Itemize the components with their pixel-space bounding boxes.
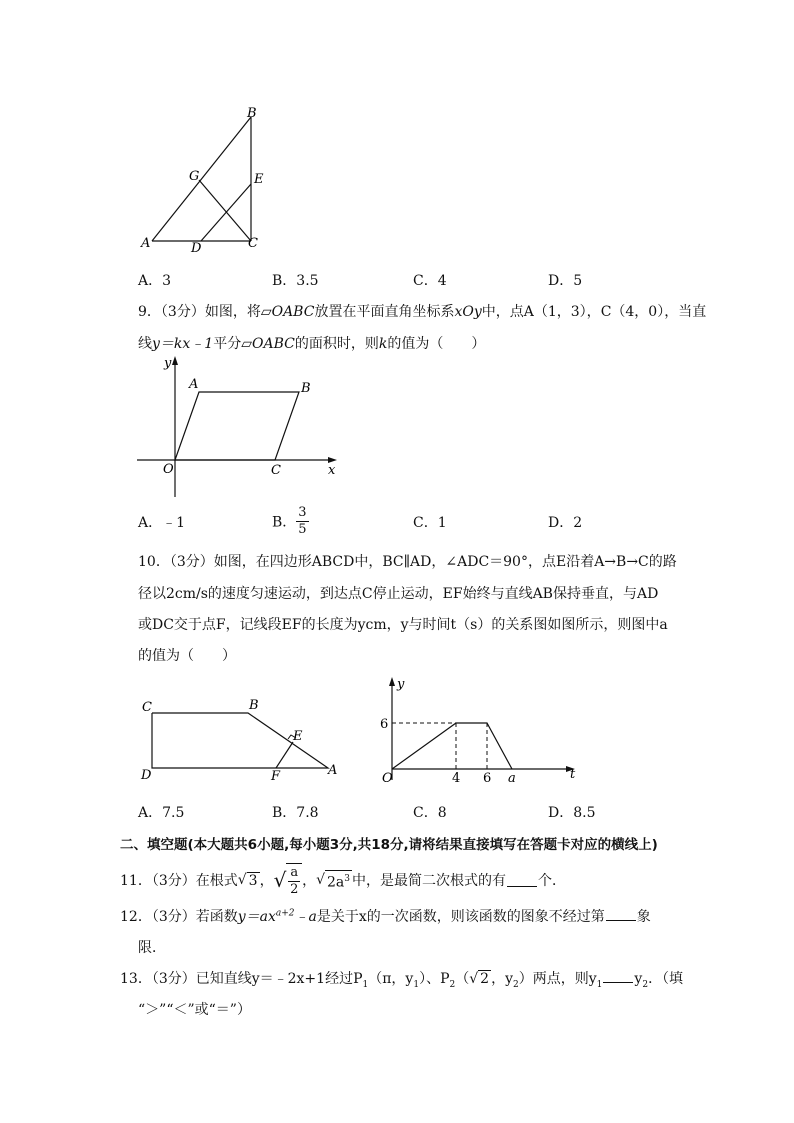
option-b: B．3.5	[272, 273, 319, 289]
tick-a: a	[508, 771, 516, 786]
q13-line1: 13．（3分）已知直线y＝﹣2x+1经过$P_1(\pi$，$y_1$）、$P_2(√$ 2 ，$y_2$）两点，则$y_1$ $y_2$．（填	[120, 971, 684, 990]
label-C: C	[142, 700, 152, 715]
answer-blank[interactable]	[507, 874, 537, 887]
q10-line3: 或DC交于点F，记线段EF的长度为ycm，y与时间t（s）的关系图如图所示，则图中a	[138, 617, 668, 633]
tick-6-y: 6	[380, 717, 389, 732]
label-O: O	[163, 462, 174, 477]
label-E: E	[254, 172, 264, 187]
label-E: E	[293, 729, 303, 744]
q10-line2: 径以2cm/s的速度匀速运动，到达点C停止运动，EF始终与直线AB保持垂直，与AD	[138, 586, 659, 602]
option-c: C．8	[413, 805, 447, 821]
label-B: B	[301, 381, 311, 396]
option-d: D．5	[548, 273, 583, 289]
option-b: B．7.8	[272, 805, 319, 821]
option-d: D．8.5	[548, 805, 596, 821]
option-c: C．1	[413, 515, 447, 531]
label-G: G	[189, 169, 200, 184]
q12-line1: 12．（3分）若函数$y=ax^{a+2}﹣a$是关于x的一次函数，则该函数的图象不经过第 象	[120, 908, 651, 925]
option-a: A．﹣1	[138, 515, 186, 531]
answer-blank[interactable]	[606, 908, 636, 921]
option-d: D．2	[548, 515, 583, 531]
section-heading: 二、填空题(本大题共6小题,每小题3分,共18分,请将结果直接填写在答题卡对应的横线上)	[120, 837, 658, 853]
label-A: A	[141, 236, 151, 251]
figure-parallelogram	[133, 352, 348, 502]
option-b: B． $\frac{3}{5}$	[272, 505, 307, 537]
q11: 11．（3分）在根式 √ 3 ， √ $\frac{a}{2}$ ， √ $2a^3$ 中，是最简二次根式的有 个．	[120, 864, 567, 897]
fraction: $\frac{3}{5}$	[298, 505, 307, 537]
label-A: A	[328, 763, 338, 778]
axis-t-label: t	[570, 767, 576, 782]
label-A: A	[189, 377, 199, 392]
label-F: F	[271, 769, 281, 784]
q9-line1: 9．（3分）如图，将▱OABC放置在平面直角坐标系xOy中，点A（1，3），C（4，0），当直	[138, 304, 707, 320]
tick-4: 4	[452, 771, 461, 786]
label-B: B	[249, 698, 259, 713]
label-D: D	[191, 241, 202, 256]
q12-line2: 限．	[138, 940, 166, 956]
axis-y-label: y	[164, 356, 172, 371]
answer-blank[interactable]	[603, 970, 633, 983]
q13-line2: “＞”“＜”或“＝”）	[138, 1002, 251, 1018]
q10-line4: 的值为（ ）	[138, 648, 236, 664]
option-a: A．3	[138, 273, 172, 289]
label-C: C	[248, 236, 258, 251]
label-D: D	[141, 768, 152, 783]
option-a: A．7.5	[138, 805, 185, 821]
option-c: C．4	[413, 273, 447, 289]
label-B: B	[247, 106, 257, 121]
label-C: C	[271, 463, 281, 478]
axis-x-label: x	[328, 463, 336, 478]
axis-y-label: y	[397, 677, 405, 692]
label-O: O	[382, 771, 393, 786]
figure-graph	[370, 672, 585, 787]
q10-line1: 10．（3分）如图，在四边形ABCD中，BC∥AD，∠ADC＝90°，点E沿着A→B→C的路	[138, 554, 677, 570]
figure-trapezoid	[138, 695, 343, 785]
figure-triangle	[135, 100, 275, 260]
tick-6-x: 6	[483, 771, 492, 786]
q9-line2: 线y＝kx﹣1平分▱OABC的面积时，则k的值为（ ）	[138, 336, 486, 352]
